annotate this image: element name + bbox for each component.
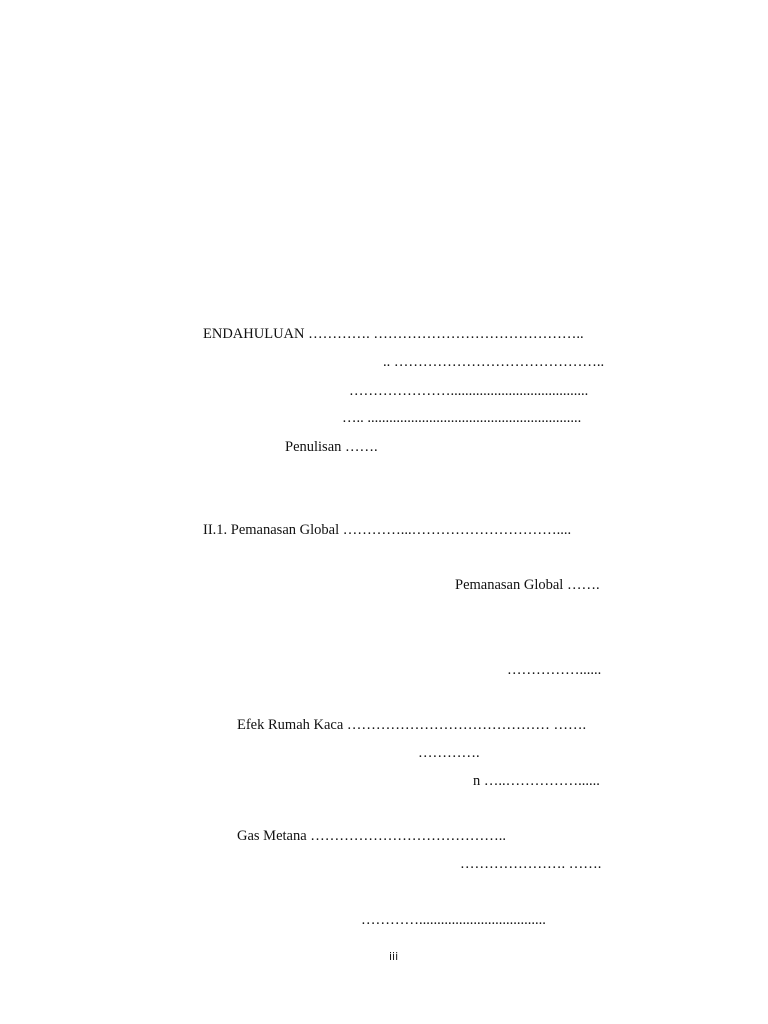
toc-line-gas-metana: Gas Metana ………………………………….. [237, 828, 507, 844]
toc-line-2: .. …………………………………….. [383, 354, 605, 370]
toc-line-efek-rumah-kaca: Efek Rumah Kaca …………………………………… ……. [237, 717, 587, 733]
toc-line-11: n …..……………...... [473, 773, 600, 789]
toc-line-3: …………………...................................... [349, 383, 589, 399]
toc-line-14: …………................................... [361, 912, 546, 928]
toc-line-4: ….. ........................................................... [342, 410, 582, 426]
page-number: iii [389, 950, 399, 963]
toc-line-pemanasan-global-sub: Pemanasan Global ……. [455, 577, 600, 593]
toc-line-pemanasan-global: II.1. Pemanasan Global …………...………………………….... [203, 522, 572, 538]
toc-line-pendahuluan: ENDAHULUAN …………. …………………………………….. [203, 326, 584, 342]
toc-line-8: ……………...... [507, 662, 602, 678]
toc-line-13: …………………. ……. [460, 856, 602, 872]
toc-line-penulisan: Penulisan ……. [285, 439, 378, 455]
toc-line-10: …………. [418, 745, 480, 761]
